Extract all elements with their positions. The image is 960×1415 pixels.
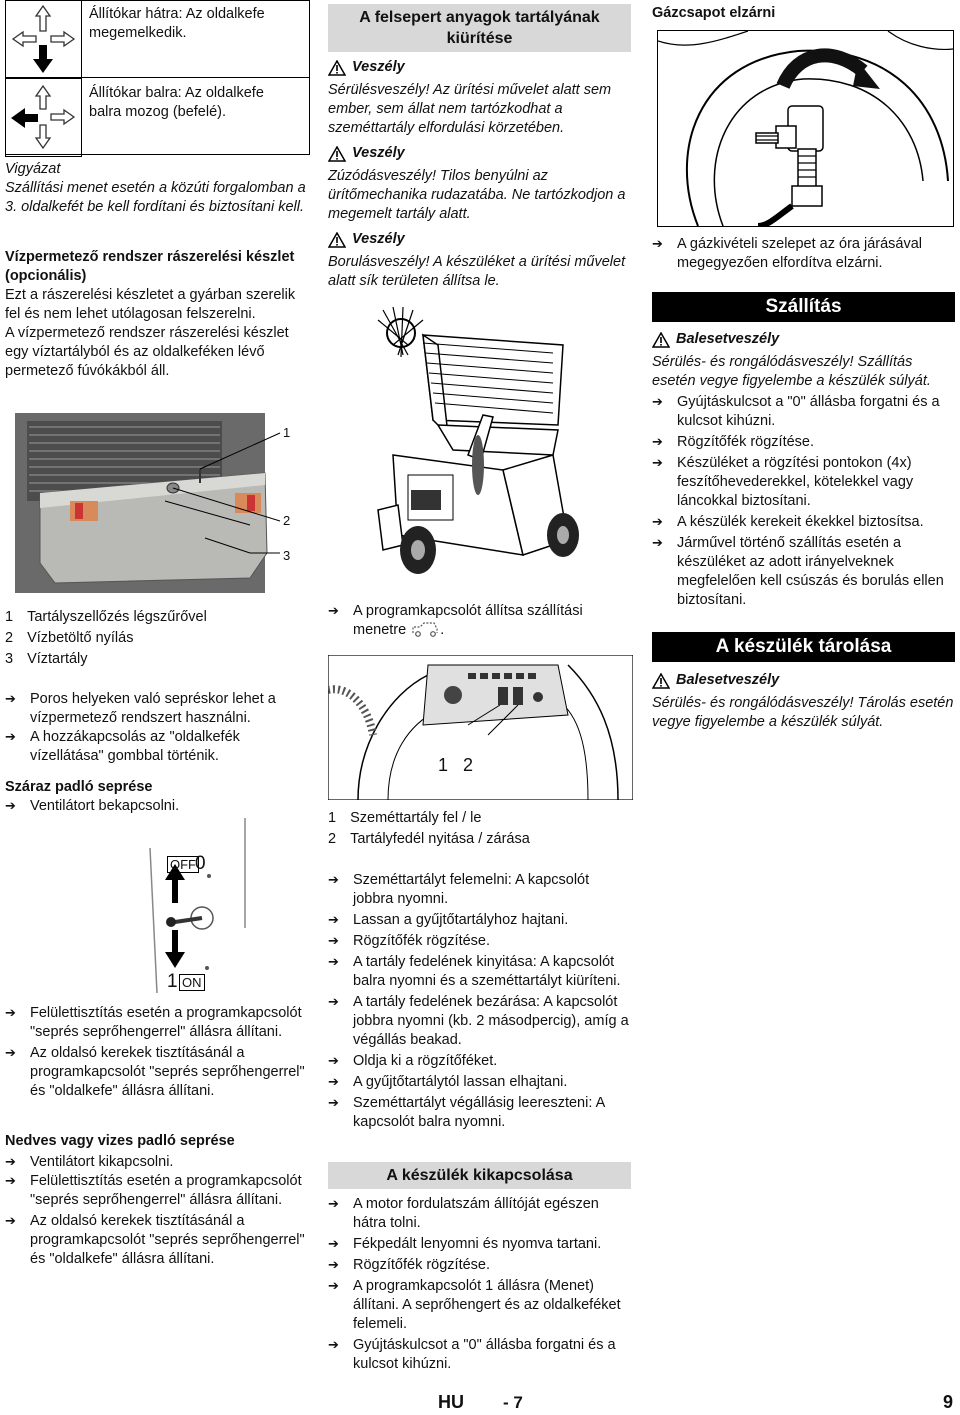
switch-figure [145, 818, 260, 993]
emptying-steps [328, 871, 633, 1132]
warning-triangle-icon [652, 673, 670, 689]
caution-block [5, 160, 310, 217]
bullet-item: ➔ A készülék kerekeit ékekkel biztosítsa. [652, 513, 955, 532]
tank-legend [5, 607, 310, 670]
control-panel-illustration [328, 655, 633, 800]
footer-page-number: - 7 [503, 1393, 523, 1412]
gas-valve-illustration [658, 31, 953, 226]
warning-triangle-icon [328, 232, 346, 248]
water-tank-illustration [15, 413, 310, 593]
step-item: ➔ Rögzítőfék rögzítése. [328, 932, 633, 951]
legend-item: 2 Tartályfedél nyitása / zárása [328, 831, 530, 847]
warning-text: Zúzódásveszély! Tilos benyúlni az ürítőmechanika rudazatába. Ne tartózkodjon a megemelt tartály alatt. [328, 168, 626, 222]
warning-triangle-icon [328, 146, 346, 162]
step-item: ➔ Szeméttartályt felemelni: A kapcsolót jobbra nyomni. [328, 871, 633, 909]
transport-section [652, 330, 955, 610]
bullet-item: ➔ A hozzákapcsolás az "oldalkefék vízellátása" gombbal történik. [5, 728, 310, 766]
hopper-figure [353, 305, 613, 590]
control-panel-figure [328, 655, 633, 800]
warning-triangle-icon [328, 60, 346, 76]
joystick-table [5, 0, 310, 155]
table-row-divider [80, 77, 310, 78]
shutdown-title: A készülék kikapcsolása [328, 1162, 631, 1189]
step-item: ➔ A programkapcsolót 1 állásra (Menet) állítani. A seprőhengert és az oldalkeféket felemeli. [328, 1277, 633, 1334]
bullet-item: ➔ Gyújtáskulcsot a "0" állásba forgatni és a kulcsot kihúzni. [652, 393, 955, 431]
warning-label: Veszély [328, 58, 633, 77]
dry-title: Száraz padló seprése [5, 779, 153, 795]
spray-bullets [5, 690, 310, 766]
gas-bullet: ➔ A gázkivételi szelepet az óra járásával megegyezően elfordítva elzárni. [652, 235, 960, 273]
bullet-item: ➔ Készüléket a rögzítési pontokon (4x) feszítőhevederekkel, kötelekkel vagy láncokkal biztosítani. [652, 454, 955, 511]
switch-off-label: OFF [167, 856, 199, 873]
transport-mode-icon [410, 621, 440, 637]
warning-label: Veszély [328, 230, 633, 249]
legend-item: 1 Szeméttartály fel / le [328, 810, 482, 826]
storage-section [652, 671, 955, 732]
bullet-item: ➔ Ventilátort kikapcsolni. [5, 1153, 310, 1172]
footer-page-right: 9 [943, 1392, 954, 1412]
callout-3: 3 [283, 548, 291, 563]
step-item: ➔ Szeméttartályt végállásig leereszteni: A kapcsolót balra nyomni. [328, 1094, 633, 1132]
gas-title: Gázcsapot elzárni [652, 5, 776, 21]
step-item: ➔ Gyújtáskulcsot a "0" állásba forgatni és a kulcsot kihúzni. [328, 1336, 633, 1374]
warning-label: Balesetveszély [652, 671, 955, 690]
step-item: ➔ A tartály fedelének bezárása: A kapcsolót jobbra nyomni (kb. 2 másodpercig), amíg a végállás beakad. [328, 993, 633, 1050]
spray-paragraph-1: Ezt a rászerelési készletet a gyárban szerelik fel és nem lehet utólagosan felszerelni. [5, 287, 296, 322]
step-item: ➔ A gyűjtőtartálytól lassan elhajtani. [328, 1073, 633, 1092]
step-item: ➔ Rögzítőfék rögzítése. [328, 1256, 633, 1275]
bullet-item: ➔ Rögzítőfék rögzítése. [652, 433, 955, 452]
switch-illustration [145, 818, 260, 993]
caution-title: Vigyázat [5, 161, 61, 177]
bullet-item: ➔ Felülettisztítás esetén a programkapcsolót "seprés seprőhengerrel" állásra állítani. [5, 1004, 310, 1042]
joystick-back-text: Állítókar hátra: Az oldalkefe megemelkedik. [89, 6, 265, 41]
switch-on-number: 1 [167, 971, 178, 992]
step-item: ➔ A motor fordulatszám állítóját egészen hátra tolni. [328, 1195, 633, 1233]
step-item: ➔ A tartály fedelének kinyitása: A kapcsolót balra nyomni és a szeméttartályt kiüríteni. [328, 953, 633, 991]
bullet-item: ➔ A programkapcsolót állítsa szállítási menetre . [328, 602, 633, 640]
warning-triangle-icon [652, 332, 670, 348]
bullet-item: ➔ Járművel történő szállítás esetén a készüléket az adott irányelveknek megfelelően kell csúszás és borulás ellen biztosítani. [652, 534, 955, 610]
callout-2: 2 [283, 513, 291, 528]
warning-label: Balesetveszély [652, 330, 955, 349]
transport-title: Szállítás [652, 292, 955, 322]
bullet-item: ➔ Az oldalsó kerekek tisztításánál a programkapcsolót "seprés seprőhengerrel" és "oldalkefe" állásra állítani. [5, 1212, 310, 1269]
shutdown-steps [328, 1195, 633, 1374]
switch-on-label: ON [179, 974, 205, 991]
step-item: ➔ Oldja ki a rögzítőféket. [328, 1052, 633, 1071]
column-right [652, 0, 955, 730]
warning-text: Sérülésveszély! Az ürítési művelet alatt sem ember, sem állat nem tartózkodhat a szeméttartály elfordulási körzetében. [328, 82, 612, 136]
empty-hopper-title: A felsepert anyagok tartályának kiürítése [328, 4, 631, 52]
storage-title: A készülék tárolása [652, 632, 955, 662]
dry-section [5, 778, 310, 816]
hopper-illustration [353, 305, 613, 590]
step-item: ➔ Fékpedált lenyomni és nyomva tartani. [328, 1235, 633, 1254]
legend-item: 2 Vízbetöltő nyílás [5, 630, 134, 646]
spray-paragraph-2: A vízpermetező rendszer rászerelési készlet egy víztartályból és az oldalkeféken lévő permetező fúvókákból áll. [5, 325, 289, 379]
panel-legend [328, 808, 633, 850]
step-item: ➔ Lassan a gyűjtőtartályhoz hajtani. [328, 911, 633, 930]
caution-text: Szállítási menet esetén a közúti forgalomban a 3. oldalkefét be kell fordítani és biztosítani kell. [5, 180, 306, 215]
wet-section [5, 1132, 310, 1269]
spray-section [5, 248, 310, 381]
legend-item: 1 Tartályszellőzés légszűrővel [5, 609, 207, 625]
panel-callout-2: 2 [463, 755, 474, 775]
wet-title: Nedves vagy vizes padló seprése [5, 1133, 235, 1149]
spray-title: Vízpermetező rendszer rászerelési készlet (opcionális) [5, 249, 295, 284]
bullet-item: ➔ Felülettisztítás esetén a programkapcsolót "seprés seprőhengerrel" állásra állítani. [5, 1172, 310, 1210]
surface-bullets [5, 1004, 310, 1101]
transport-mode-bullet [328, 602, 633, 640]
bullet-item: ➔ Poros helyeken való sepréskor lehet a vízpermetező rendszert használni. [5, 690, 310, 728]
switch-off-number: 0 [195, 853, 206, 874]
callout-1: 1 [283, 425, 291, 440]
water-tank-figure [15, 413, 310, 593]
bullet-item: ➔ Ventilátort bekapcsolni. [5, 797, 310, 816]
panel-callout-1: 1 [438, 755, 449, 775]
danger-warnings [328, 58, 633, 291]
footer-language: HU [438, 1392, 464, 1412]
warning-text: Sérülés- és rongálódásveszély! Tárolás esetén vegye figyelembe a készülék súlyát. [652, 695, 954, 730]
warning-text: Sérülés- és rongálódásveszély! Szállítás esetén vegye figyelembe a készülék súlyát. [652, 354, 931, 389]
legend-item: 3 Víztartály [5, 651, 88, 667]
gas-valve-figure [657, 30, 954, 227]
bullet-item: ➔ Az oldalsó kerekek tisztításánál a programkapcsolót "seprés seprőhengerrel" és "oldalkefe" állásra állítani. [5, 1044, 310, 1101]
warning-text: Borulásveszély! A készüléket a ürítési művelet alatt sík területen állítsa le. [328, 254, 626, 289]
joystick-left-text: Állítókar balra: Az oldalkefe balra mozog (befelé). [89, 85, 264, 120]
warning-label: Veszély [328, 144, 633, 163]
